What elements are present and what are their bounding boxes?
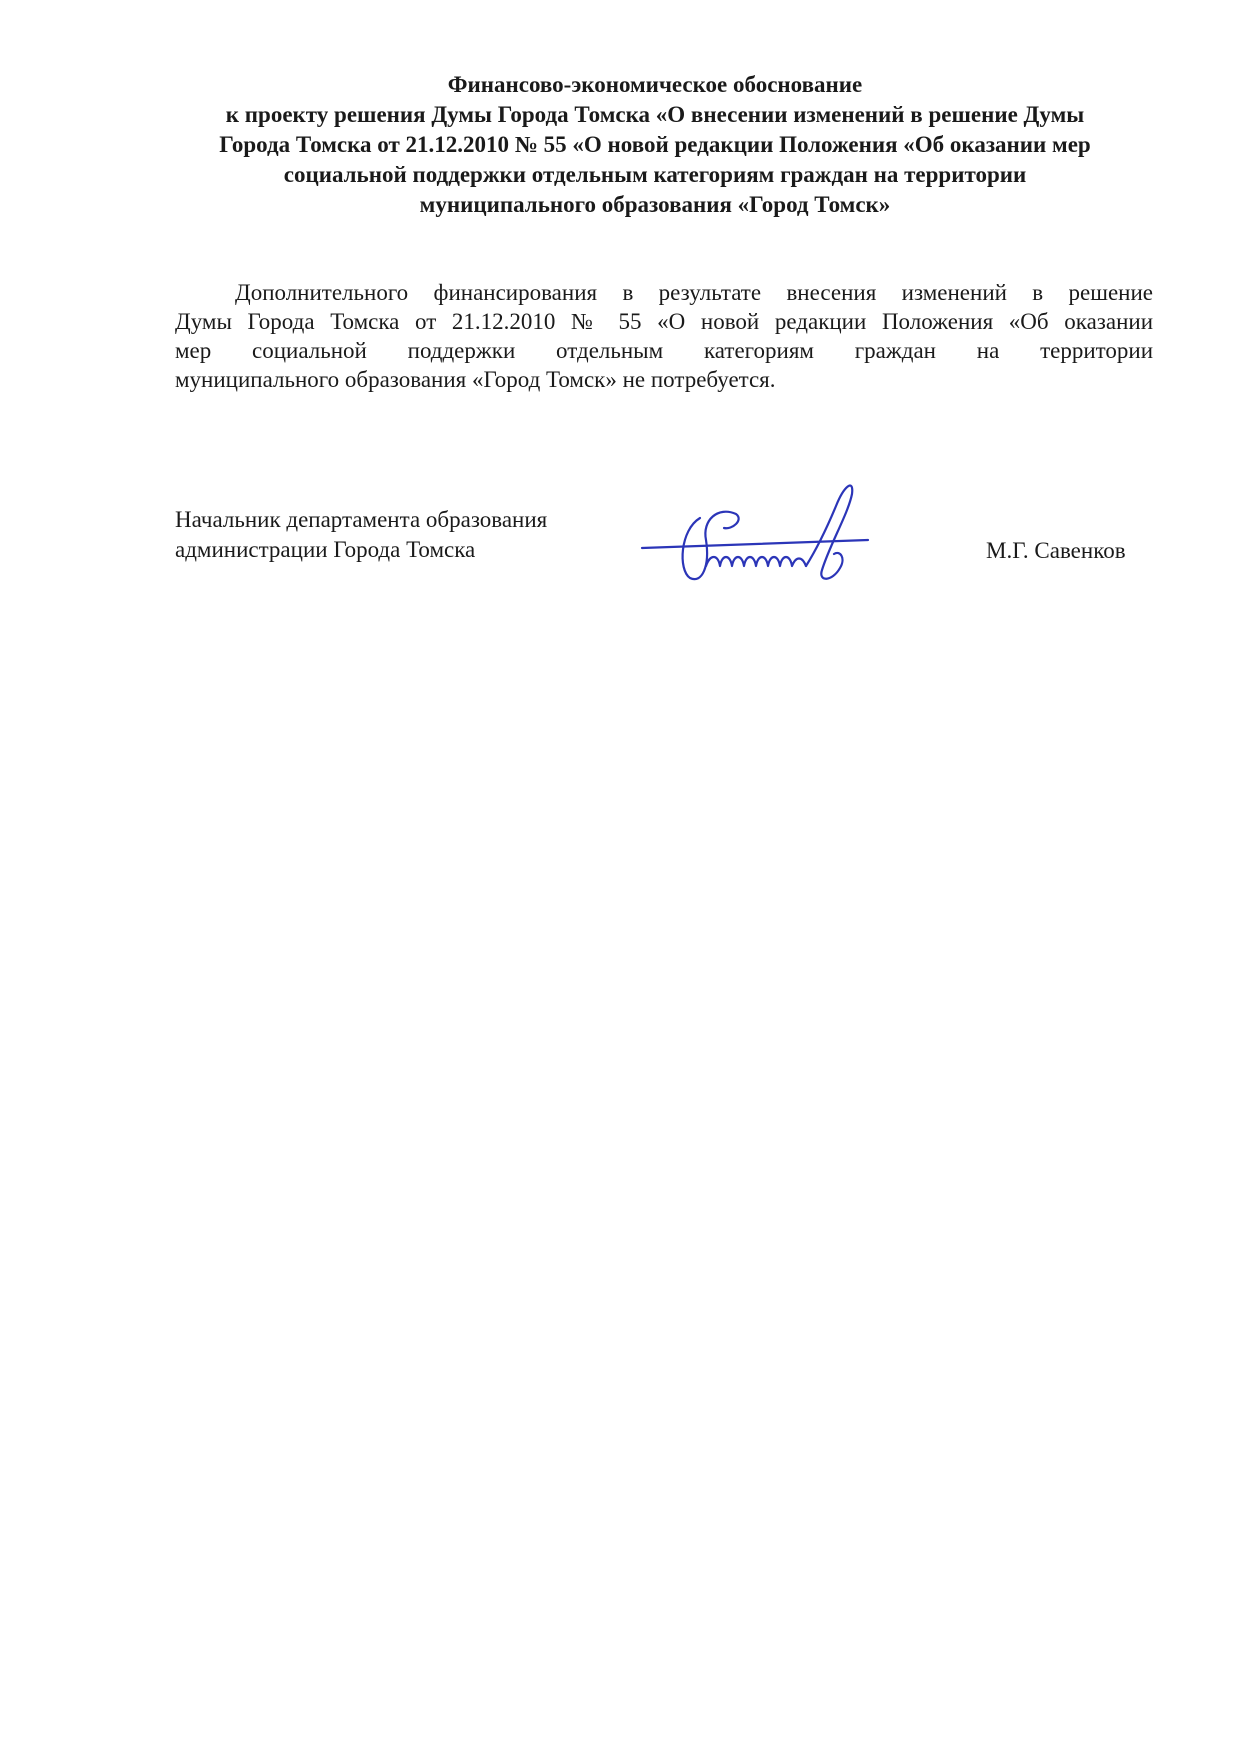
body-line: мер социальной поддержки отдельным категориям граждан на территории [175,338,1153,363]
position-line: администрации Города Томска [175,537,476,562]
signatory-position [175,505,547,565]
signer-name: М.Г. Савенков [986,538,1126,563]
title-line: Города Томска от 21.12.2010 № 55 «О новой редакции Положения «Об оказании мер [219,132,1091,157]
body-paragraph [175,278,1153,394]
title-line: к проекту решения Думы Города Томска «О внесении изменений в решение Думы [225,102,1085,127]
body-line: муниципального образования «Город Томск» не потребуется. [175,367,776,392]
title-line: Финансово-экономическое обоснование [447,72,863,97]
body-line: Думы Города Томска от 21.12.2010 № 55 «О новой редакции Положения «Об оказании [175,309,1153,334]
body-line: Дополнительного финансирования в результате внесения изменений в решение [235,280,1153,305]
position-line: Начальник департамента образования [175,507,548,532]
title-line: социальной поддержки отдельным категориям граждан на территории [283,162,1027,187]
title-line: муниципального образования «Город Томск» [419,192,891,217]
handwritten-signature [640,470,890,590]
document-title [150,70,1160,220]
